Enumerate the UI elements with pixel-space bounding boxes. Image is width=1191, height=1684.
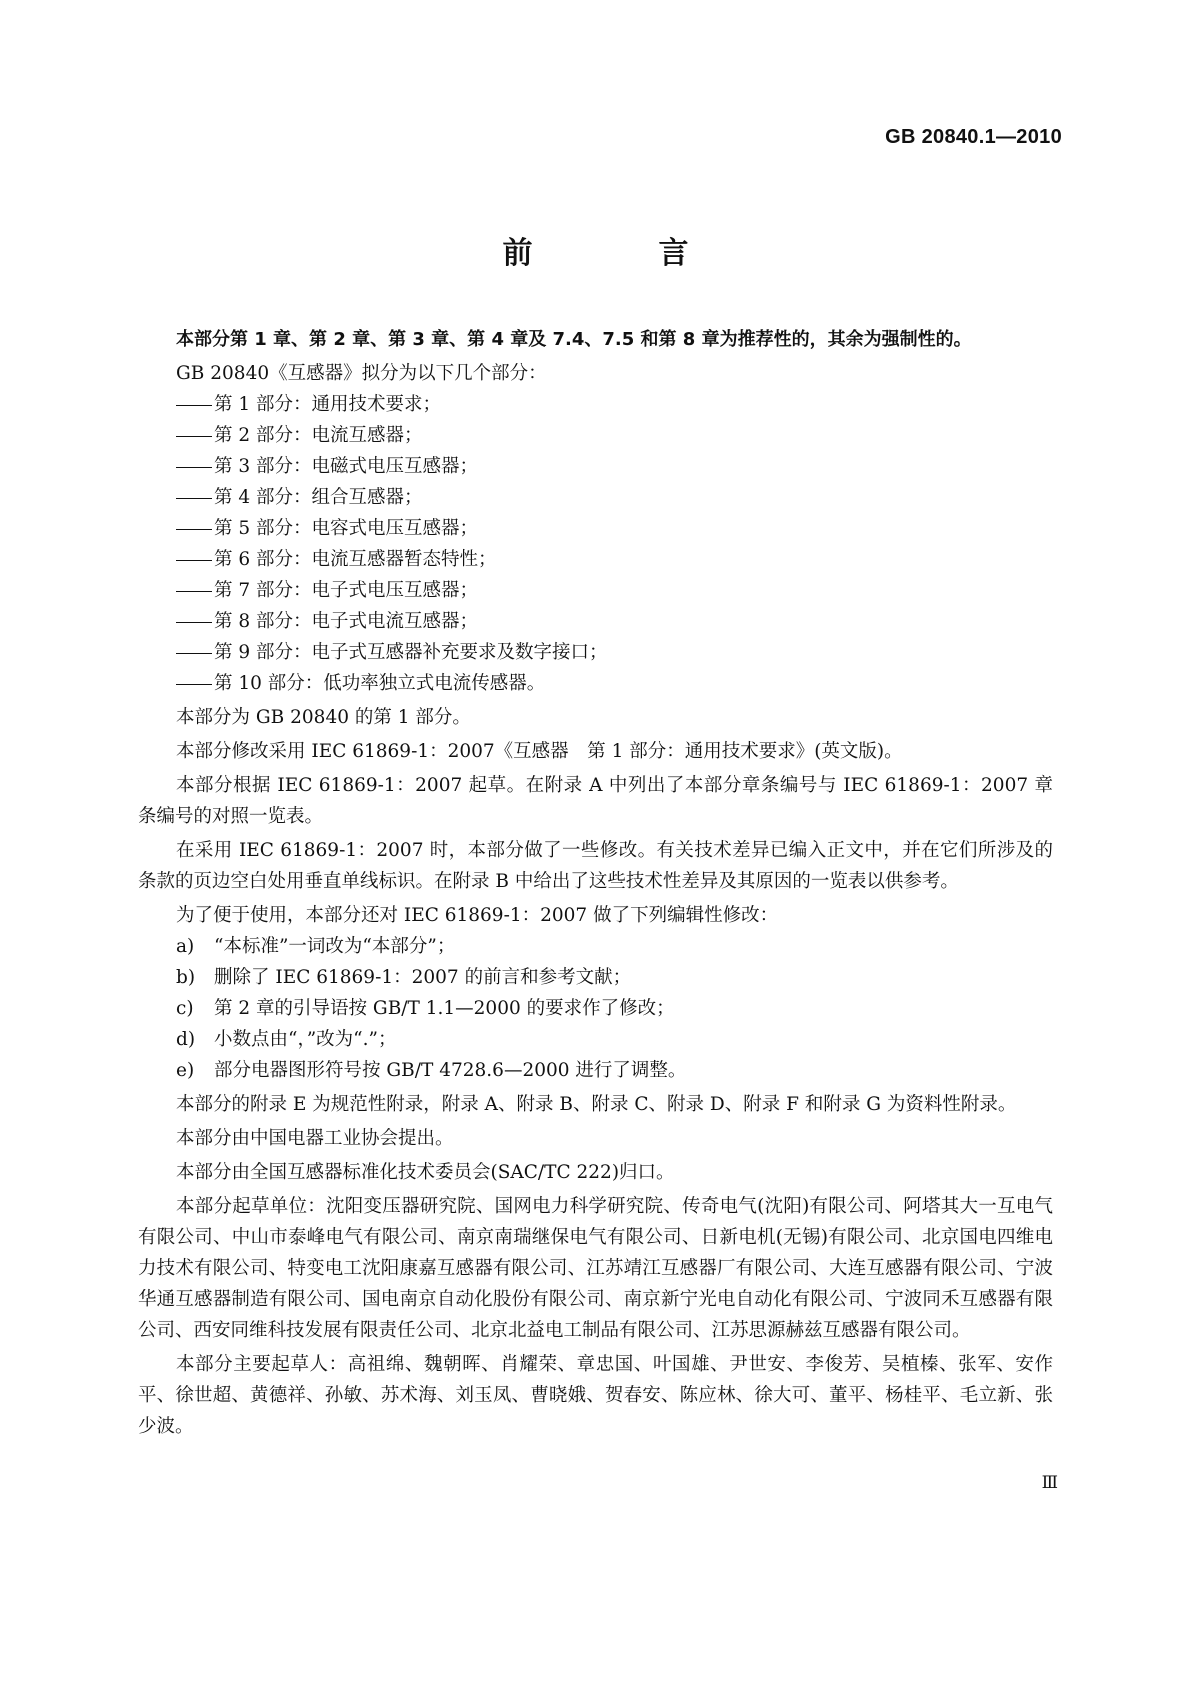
- list-item: e) 部分电器图形符号按 GB/T 4728.6—2000 进行了调整。: [176, 1060, 687, 1081]
- drafting-units: 本部分起草单位：沈阳变压器研究院、国网电力科学研究院、传奇电气(沈阳)有限公司、阿塔其大一互电气有限公司、中山市泰峰电气有限公司、南京南瑞继保电气有限公司、日新电机(无锡)有限公司、北京国电四维电力技术有限公司、特变电工沈阳康嘉互感器有限公司、江苏靖江互感器厂有限公司、大连互感器有限公司、宁波华通互感器制造有限公司、国电南京自动化股份有限公司、南京新宁光电自动化有限公司、宁波同禾互感器有限公司、西安同维科技发展有限责任公司、北京北益电工制品有限公司、江苏思源赫兹互感器有限公司。: [138, 1196, 1053, 1341]
- em-dash: [176, 405, 212, 406]
- list-item: 第 6 部分：电流互感器暂态特性；: [138, 544, 1053, 575]
- em-dash: [176, 436, 212, 437]
- document-body: [138, 324, 1053, 1445]
- editorial-list: [138, 931, 1053, 1086]
- em-dash: [176, 622, 212, 623]
- list-item: 第 5 部分：电容式电压互感器；: [138, 513, 1053, 544]
- list-item: 第 10 部分：低功率独立式电流传感器。: [138, 668, 1053, 699]
- part-statement: 本部分为 GB 20840 的第 1 部分。: [176, 707, 471, 728]
- list-item: 第 3 部分：电磁式电压互感器；: [138, 451, 1053, 482]
- em-dash: [176, 498, 212, 499]
- list-item: 第 2 部分：电流互感器；: [138, 420, 1053, 451]
- adoption-statement: 本部分修改采用 IEC 61869-1：2007《互感器 第 1 部分：通用技术要求》(英文版)。: [176, 741, 903, 762]
- list-item: c) 第 2 章的引导语按 GB/T 1.1—2000 的要求作了修改；: [176, 998, 675, 1019]
- list-item: 第 1 部分：通用技术要求；: [138, 389, 1053, 420]
- em-dash: [176, 560, 212, 561]
- page-number: Ⅲ: [1041, 1473, 1058, 1493]
- drafting-basis: 本部分根据 IEC 61869-1：2007 起草。在附录 A 中列出了本部分章条编号与 IEC 61869-1：2007 章条编号的对照一览表。: [138, 775, 1053, 827]
- editorial-intro: 为了便于使用，本部分还对 IEC 61869-1：2007 做了下列编辑性修改：: [176, 905, 779, 926]
- technical-differences: 在采用 IEC 61869-1：2007 时，本部分做了一些修改。有关技术差异已编入正文中，并在它们所涉及的条款的页边空白处用垂直单线标识。在附录 B 中给出了这些技术性差异及其原因的一览表以供参考。: [138, 840, 1053, 892]
- em-dash: [176, 529, 212, 530]
- em-dash: [176, 591, 212, 592]
- standard-number: GB 20840.1—2010: [885, 126, 1062, 148]
- em-dash: [176, 684, 212, 685]
- drafters: 本部分主要起草人：高祖绵、魏朝晖、肖耀荣、章忠国、叶国雄、尹世安、李俊芳、吴植榛、张军、安作平、徐世超、黄德祥、孙敏、苏术海、刘玉凤、曹晓娥、贺春安、陈应林、徐大可、董平、杨桂平、毛立新、张少波。: [138, 1354, 1053, 1437]
- annex-statement: 本部分的附录 E 为规范性附录，附录 A、附录 B、附录 C、附录 D、附录 F 和附录 G 为资料性附录。: [176, 1094, 1017, 1115]
- list-item: a) “本标准”一词改为“本部分”；: [176, 936, 456, 957]
- page-title: 前 言: [502, 236, 737, 271]
- em-dash: [176, 467, 212, 468]
- parts-intro: GB 20840《互感器》拟分为以下几个部分：: [176, 363, 547, 384]
- em-dash: [176, 653, 212, 654]
- normative-statement: 本部分第 1 章、第 2 章、第 3 章、第 4 章及 7.4、7.5 和第 8 章为推荐性的，其余为强制性的。: [176, 329, 972, 350]
- list-item: d) 小数点由“，”改为“.”；: [176, 1029, 397, 1050]
- list-item: 第 7 部分：电子式电压互感器；: [138, 575, 1053, 606]
- list-item: 第 9 部分：电子式互感器补充要求及数字接口；: [138, 637, 1053, 668]
- proposer-statement: 本部分由中国电器工业协会提出。: [176, 1128, 454, 1149]
- committee-statement: 本部分由全国互感器标准化技术委员会(SAC/TC 222)归口。: [176, 1162, 675, 1183]
- parts-list: [138, 389, 1053, 699]
- list-item: 第 8 部分：电子式电流互感器；: [138, 606, 1053, 637]
- list-item: 第 4 部分：组合互感器；: [138, 482, 1053, 513]
- list-item: b) 删除了 IEC 61869-1：2007 的前言和参考文献；: [176, 967, 632, 988]
